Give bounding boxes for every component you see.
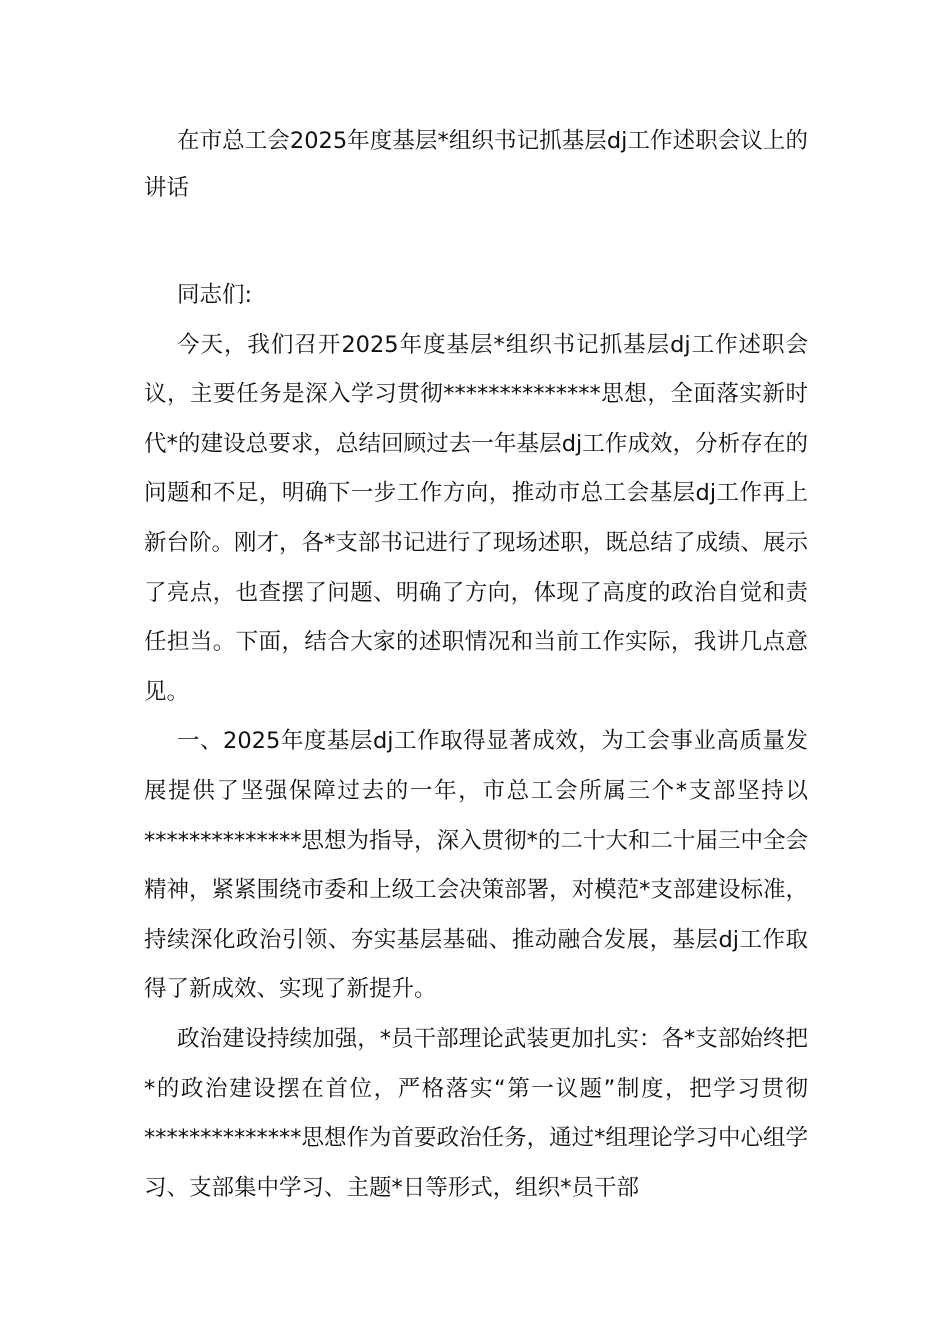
document-page <box>144 118 808 1318</box>
paragraph-section-one: 一、2025年度基层dj工作取得显著成效，为工会事业高质量发展提供了坚强保障过去的一年，市总工会所属三个*支部坚持以**************思想为指导，深入贯彻*的二十大和二十届三中全会精神，紧紧围绕市委和上级工会决策部署，对模范*支部建设标准，持续深化政治引领、夯实基层基础、推动融合发展，基层dj工作取得了新成效、实现了新提升。 <box>144 728 808 1003</box>
document-title: 在市总工会2025年度基层*组织书记抓基层dj工作述职会议上的讲话 <box>144 128 808 201</box>
paragraph-political-building: 政治建设持续加强，*员干部理论武装更加扎实：各*支部始终把*的政治建设摆在首位，严格落实“第一议题”制度，把学习贯彻**************思想作为首要政治任务，通过*组理论学习中心组学习、支部集中学习、主题*日等形式，组织*员干部 <box>144 1025 808 1201</box>
paragraph-opening: 今天，我们召开2025年度基层*组织书记抓基层dj工作述职会议，主要任务是深入学习贯彻**************思想，全面落实新时代*的建设总要求，总结回顾过去一年基层dj工作成效，分析存在的问题和不足，明确下一步工作方向，推动市总工会基层dj工作再上新台阶。刚才，各*支部书记进行了现场述职，既总结了成绩、展示了亮点，也查摆了问题、明确了方向，体现了高度的政治自觉和责任担当。下面，结合大家的述职情况和当前工作实际，我讲几点意见。 <box>144 331 808 705</box>
salutation: 同志们: <box>177 282 253 308</box>
